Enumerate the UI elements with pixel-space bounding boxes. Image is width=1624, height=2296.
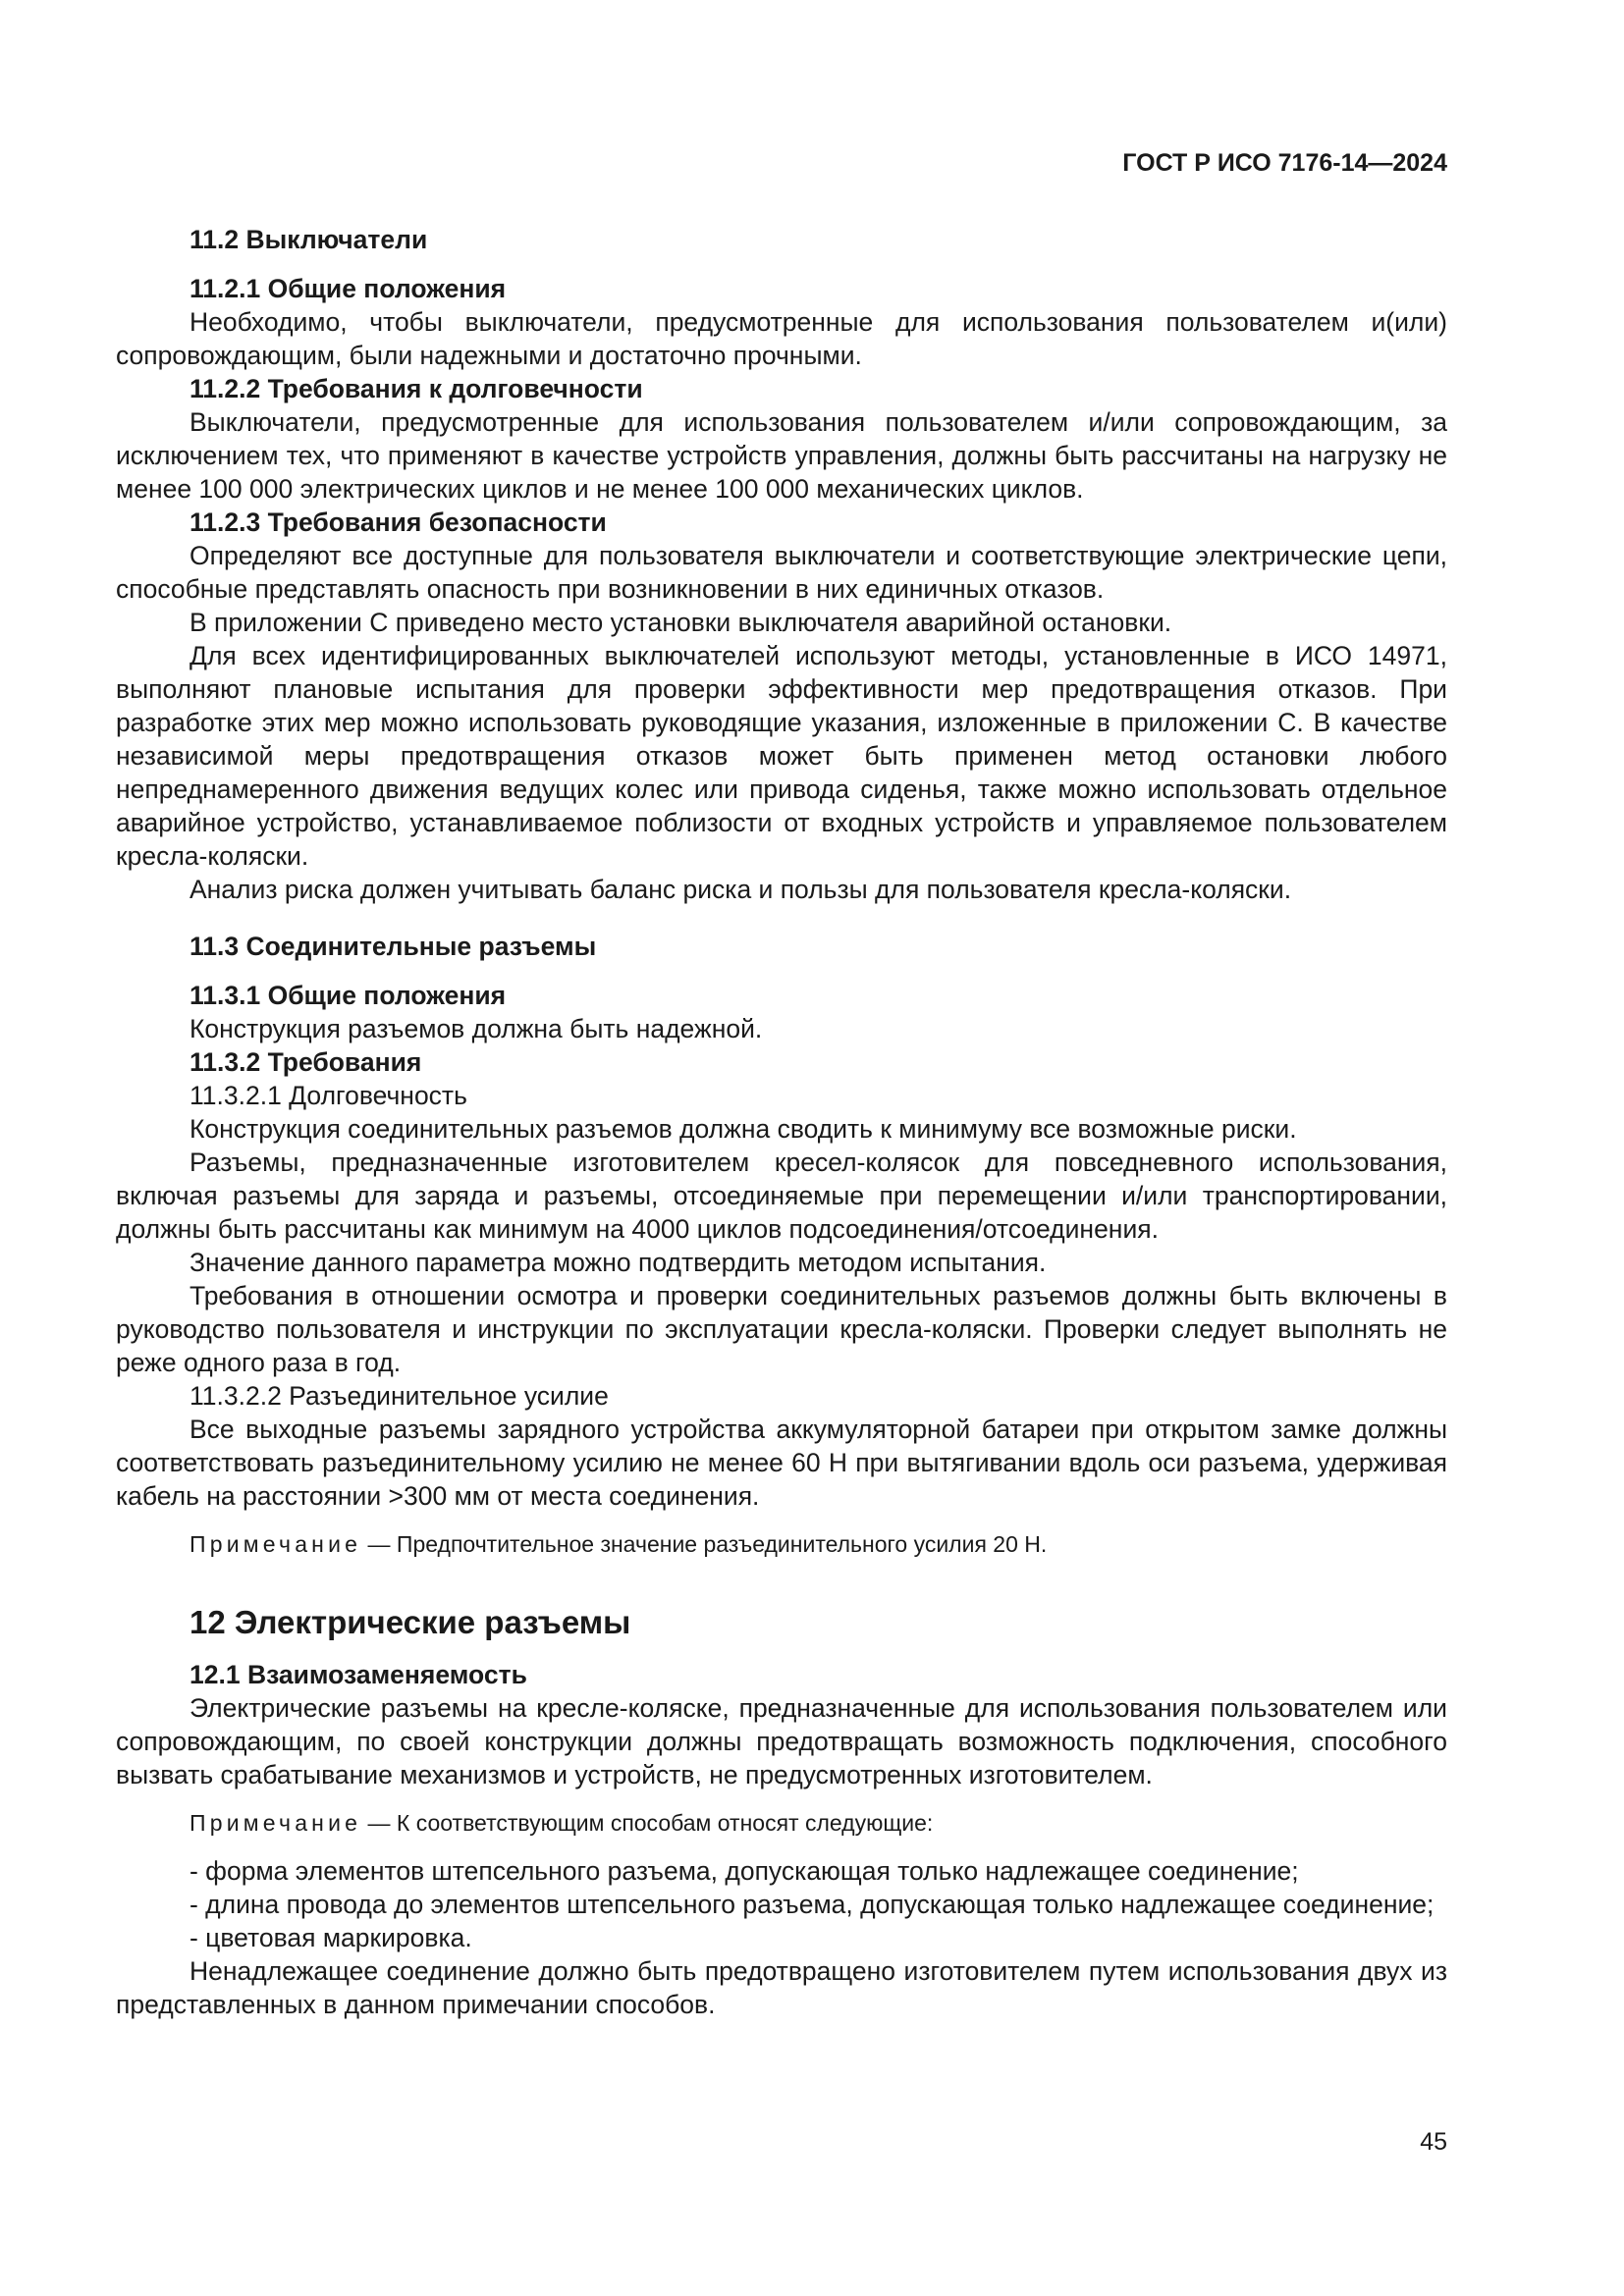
- paragraph: Конструкция разъемов должна быть надежной.: [189, 1014, 763, 1043]
- paragraph: Определяют все доступные для пользователя выключатели и соответствующие электрические цепи, способные представлять опасность при возникновении в них единичных отказов.: [116, 541, 1447, 604]
- subsection-heading-11-3-2: 11.3.2 Требования: [189, 1047, 422, 1077]
- subsection-heading-11-2-2: 11.2.2 Требования к долговечности: [189, 374, 643, 403]
- list-item: - длина провода до элементов штепсельного разъема, допускающая только надлежащее соединение;: [189, 1890, 1435, 1919]
- section-heading-11-3: 11.3 Соединительные разъемы: [189, 932, 597, 961]
- paragraph: Конструкция соединительных разъемов должна сводить к минимуму все возможные риски.: [189, 1114, 1297, 1144]
- paragraph: Требования в отношении осмотра и проверки соединительных разъемов должны быть включены в руководство пользователя и инструкции по эксплуатации кресла-коляски. Проверки следует выполнять не реже одного раза в год.: [116, 1281, 1447, 1377]
- paragraph: Необходимо, чтобы выключатели, предусмотренные для использования пользователем и(или) сопровождающим, были надежными и достаточно прочными.: [116, 307, 1447, 370]
- document-body: [116, 223, 1447, 2021]
- subsection-heading-11-2-3: 11.2.3 Требования безопасности: [189, 507, 607, 537]
- note-text: Предпочтительное значение разъединительного усилия 20 Н.: [396, 1531, 1048, 1557]
- section-heading-11-2: 11.2 Выключатели: [189, 225, 428, 254]
- paragraph: Все выходные разъемы зарядного устройства аккумуляторной батареи при открытом замке должны соответствовать разъединительному усилию не менее 60 Н при вытягивании вдоль оси разъема, удерживая кабель на расстоянии >300 мм от места соединения.: [116, 1415, 1447, 1511]
- note-label: Примечание: [189, 1531, 362, 1557]
- paragraph: Выключатели, предусмотренные для использования пользователем и/или сопровождающим, за исключением тех, что применяют в качестве устройств управления, должны быть рассчитаны на нагрузку не менее 100 000 электрических циклов и не менее 100 000 механических циклов.: [116, 407, 1447, 504]
- clause-title-11-3-2-1: 11.3.2.1 Долговечность: [189, 1081, 467, 1110]
- subsection-heading-11-2-1: 11.2.1 Общие положения: [189, 274, 507, 303]
- subsection-heading-12-1: 12.1 Взаимозаменяемость: [189, 1660, 527, 1689]
- list-item: - цветовая маркировка.: [189, 1923, 472, 1952]
- paragraph: Электрические разъемы на кресле-коляске, предназначенные для использования пользователем или сопровождающим, по своей конструкции должны предотвращать возможность подключения, способного вызвать срабатывание механизмов и устройств, не предусмотренных изготовителем.: [116, 1693, 1447, 1789]
- note-dash: —: [361, 1810, 397, 1836]
- paragraph: Ненадлежащее соединение должно быть предотвращено изготовителем путем использования двух из представленных в данном примечании способов.: [116, 1956, 1447, 2019]
- clause-title-11-3-2-2: 11.3.2.2 Разъединительное усилие: [189, 1381, 609, 1411]
- note-label: Примечание: [189, 1810, 362, 1836]
- document-code-header: ГОСТ Р ИСО 7176-14—2024: [1122, 149, 1447, 177]
- paragraph: В приложении С приведено место установки выключателя аварийной остановки.: [189, 608, 1172, 637]
- note-dash: —: [361, 1531, 397, 1557]
- note: [116, 1528, 1447, 1560]
- note: [116, 1807, 1447, 1839]
- list-item: - форма элементов штепсельного разъема, допускающая только надлежащее соединение;: [189, 1856, 1299, 1886]
- subsection-heading-11-3-1: 11.3.1 Общие положения: [189, 981, 507, 1010]
- section-heading-12: 12 Электрические разъемы: [189, 1604, 631, 1640]
- paragraph: Для всех идентифицированных выключателей используют методы, установленные в ИСО 14971, выполняют плановые испытания для проверки эффективности мер предотвращения отказов. При разработке этих мер можно использовать руководящие указания, изложенные в приложении С. В качестве независимой меры предотвращения отказов может быть применен метод остановки любого непреднамеренного движения ведущих колес или привода сиденья, также можно использовать отдельное аварийное устройство, устанавливаемое поблизости от входных устройств и управляемое пользователем кресла-коляски.: [116, 641, 1447, 871]
- page-number: 45: [1420, 2128, 1447, 2156]
- paragraph: Разъемы, предназначенные изготовителем кресел-колясок для повседневного использования, включая разъемы для заряда и разъемы, отсоединяемые при перемещении и/или транспортировании, должны быть рассчитаны как минимум на 4000 циклов подсоединения/отсоединения.: [116, 1148, 1447, 1244]
- note-text: К соответствующим способам относят следующие:: [396, 1810, 934, 1836]
- paragraph: Значение данного параметра можно подтвердить методом испытания.: [189, 1248, 1047, 1277]
- paragraph: Анализ риска должен учитывать баланс риска и пользы для пользователя кресла-коляски.: [189, 875, 1292, 904]
